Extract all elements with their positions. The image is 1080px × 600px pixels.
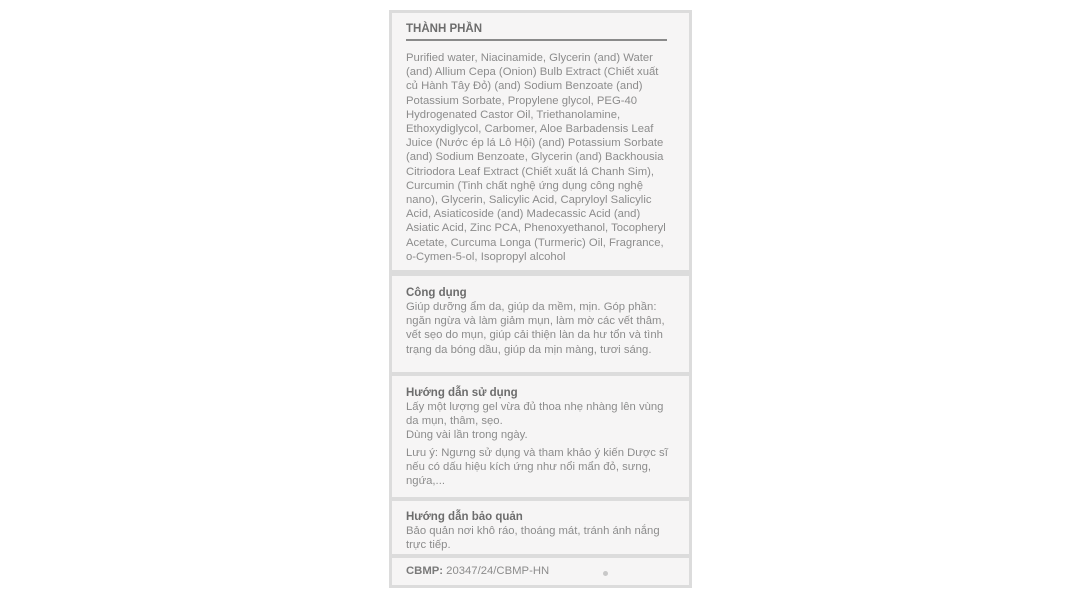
registration-section [392, 558, 689, 585]
warning-line: Lưu ý: Ngưng sử dụng và tham khảo ý kiến Dược sĩ [406, 446, 668, 459]
storage-line: Bảo quản nơi khô ráo, thoáng mát, tránh ánh nắng [406, 525, 660, 537]
directions-line: Lấy một lượng gel vừa đủ thoa nhẹ nhàng lên vùng [406, 401, 664, 413]
ingredients-line: Citriodora Leaf Extract (Chiết xuất lá Chanh Sim), [406, 165, 655, 178]
ingredients-line: Acid, Asiaticoside (and) Madecassic Acid (and) [406, 208, 641, 221]
uses-line: vết sẹo do mụn, giúp cải thiện làn da hư tổn và tình [406, 329, 663, 342]
ingredients-heading: THÀNH PHẦN [406, 22, 667, 41]
ingredients-line: Acetate, Curcuma Longa (Turmeric) Oil, Fragrance, [406, 236, 664, 249]
ingredients-line: Asiatic Acid, Zinc PCA, Phenoxyethanol, Tocopheryl [406, 222, 666, 235]
ingredients-section [392, 13, 689, 270]
directions-line: da mụn, thâm, sẹo. [406, 415, 503, 428]
ingredients-line: Potassium Sorbate, Propylene glycol, PEG-40 [406, 94, 638, 107]
storage-line: trực tiếp. [406, 539, 451, 552]
registration-number: 20347/24/CBMP-HN [446, 565, 550, 577]
ingredients-line: o-Cymen-5-ol, Isopropyl alcohol [406, 250, 566, 263]
storage-section [392, 501, 689, 554]
ingredients-line: Hydrogenated Castor Oil, Triethanolamine, [406, 108, 621, 121]
ingredients-line: Purified water, Niacinamide, Glycerin (and) Water [406, 52, 653, 64]
ingredients-text [406, 51, 681, 264]
directions-section [392, 376, 689, 497]
uses-line: ngăn ngừa và làm giảm mụn, làm mờ các vết thâm, [406, 315, 665, 328]
uses-line: Giúp dưỡng ẩm da, giúp da mềm, mịn. Góp phần: [406, 301, 657, 313]
directions-line: Dùng vài lần trong ngày. [406, 429, 528, 442]
uses-line: trạng da bóng dầu, giúp da mịn màng, tươi sáng. [406, 343, 652, 356]
ingredients-line: nano), Glycerin, Salicylic Acid, Capryloyl Salicylic [406, 194, 652, 207]
ingredients-line: Ethoxydiglycol, Carbomer, Aloe Barbadensis Leaf [406, 123, 654, 136]
warning-note [406, 446, 681, 489]
uses-heading: Công dụng [406, 287, 467, 299]
ingredients-line: (and) Allium Cepa (Onion) Bulb Extract (Chiết xuất [406, 66, 659, 79]
ingredients-line: Curcumin (Tinh chất nghệ ứng dụng công nghệ [406, 179, 643, 192]
ingredients-line: (and) Sodium Benzoate, Glycerin (and) Backhousia [406, 151, 664, 164]
product-info-panel [389, 10, 692, 588]
ingredients-line: củ Hành Tây Đỏ) (and) Sodium Benzoate (and) [406, 80, 643, 93]
dot-mark [603, 571, 608, 576]
storage-heading: Hướng dẫn bảo quản [406, 511, 523, 523]
registration-label: CBMP: [406, 565, 444, 577]
ingredients-line: Juice (Nước ép lá Lô Hội) (and) Potassium Sorbate [406, 137, 664, 150]
uses-section [392, 276, 689, 372]
warning-line: ngứa,... [406, 475, 445, 488]
directions-heading: Hướng dẫn sử dụng [406, 387, 518, 399]
warning-line: nếu có dấu hiệu kích ứng như nổi mẩn đỏ, sưng, [406, 460, 652, 473]
